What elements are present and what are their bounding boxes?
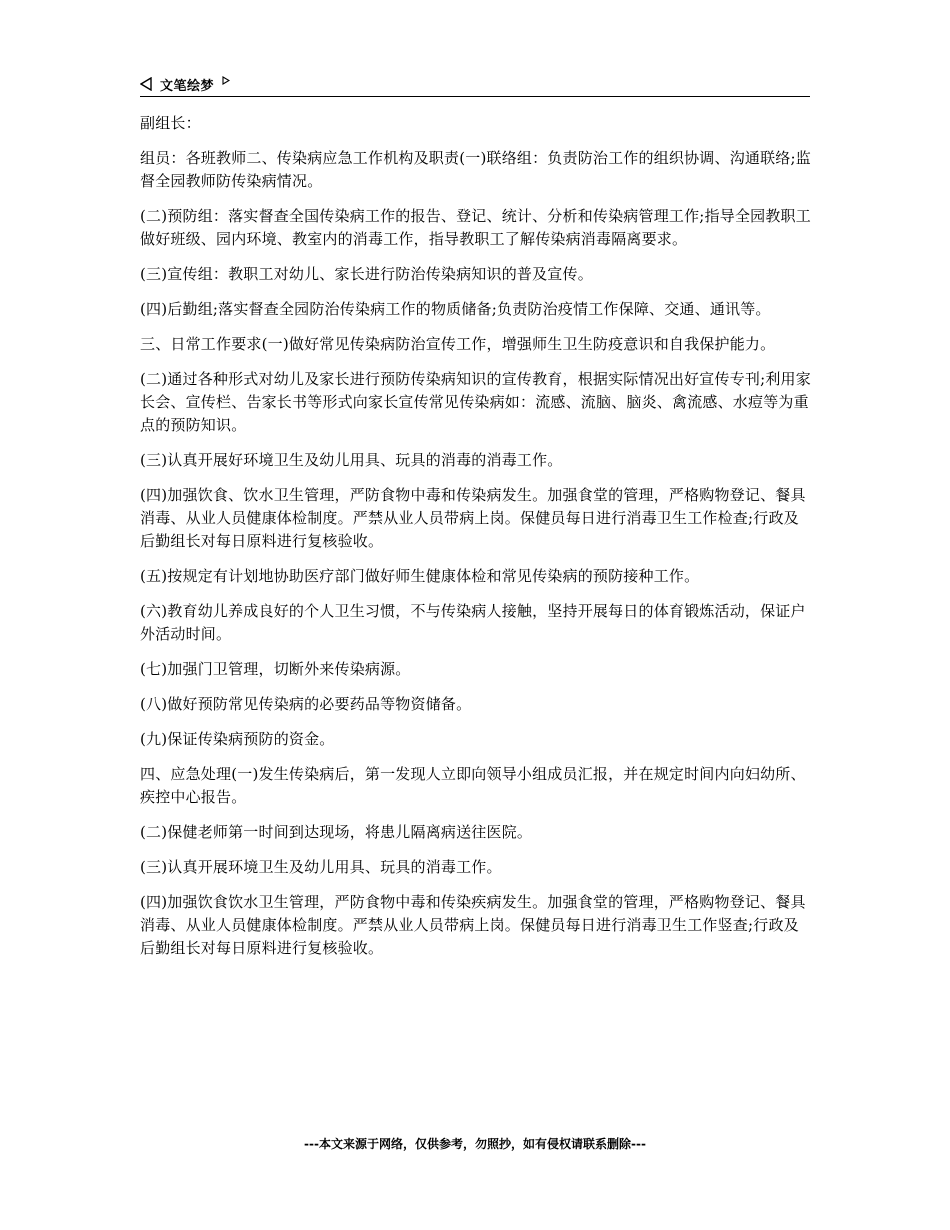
document-body bbox=[140, 112, 812, 972]
paragraph: (九)保证传染病预防的资金。 bbox=[140, 730, 335, 748]
paragraph: (八)做好预防常见传染病的必要药品等物资储备。 bbox=[140, 695, 472, 713]
paragraph: (三)宣传组：教职工对幼儿、家长进行防治传染病知识的普及宣传。 bbox=[140, 265, 593, 283]
footer-disclaimer: ---本文来源于网络，仅供参考，勿照抄，如有侵权请联系删除--- bbox=[304, 1137, 646, 1151]
paragraph: 四、应急处理(一)发生传染病后，第一发现人立即向领导小组成员汇报，并在规定时间内向妇幼所、疾控中心报告。 bbox=[140, 765, 806, 806]
paragraph: (四)加强饮食饮水卫生管理，严防食物中毒和传染疾病发生。加强食堂的管理，严格购物登记、餐具消毒、从业人员健康体检制度。严禁从业人员带病上岗。保健员每日进行消毒卫生工作竖查;行政及后勤组长对每日原料进行复核验收。 bbox=[140, 893, 806, 957]
brand-name: 文笔绘梦 bbox=[160, 78, 215, 94]
paragraph: (三)认真开展环境卫生及幼儿用具、玩具的消毒工作。 bbox=[140, 858, 502, 876]
paragraph: 三、日常工作要求(一)做好常见传染病防治宣传工作，增强师生卫生防疫意识和自我保护能力。 bbox=[140, 335, 776, 353]
paragraph: (二)通过各种形式对幼儿及家长进行预防传染病知识的宣传教育，根据实际情况出好宣传专刊;利用家长会、宣传栏、告家长书等形式向家长宣传常见传染病如：流感、流脑、脑炎、禽流感、水痘等为重点的预防知识。 bbox=[140, 370, 811, 434]
paragraph: (七)加强门卫管理，切断外来传染病源。 bbox=[140, 660, 411, 678]
paragraph: (二)预防组：落实督查全国传染病工作的报告、登记、统计、分析和传染病管理工作;指导全园教职工做好班级、园内环境、教室内的消毒工作，指导教职工了解传染病消毒隔离要求。 bbox=[140, 207, 811, 248]
paragraph: (四)加强饮食、饮水卫生管理，严防食物中毒和传染病发生。加强食堂的管理，严格购物登记、餐具消毒、从业人员健康体检制度。严禁从业人员带病上岗。保健员每日进行消毒卫生工作检查;行政及后勤组长对每日原料进行复核验收。 bbox=[140, 486, 806, 550]
page-header bbox=[140, 72, 810, 97]
paragraph: (四)后勤组;落实督查全园防治传染病工作的物质储备;负责防治疫情工作保障、交通、通讯等。 bbox=[140, 300, 771, 318]
paragraph: (二)保健老师第一时间到达现场，将患儿隔离病送往医院。 bbox=[140, 823, 533, 841]
paragraph: 组员：各班教师二、传染病应急工作机构及职责(一)联络组：负责防治工作的组织协调、沟通联络;监督全园教师防传染病情况。 bbox=[140, 149, 811, 190]
triangle-right-icon bbox=[222, 76, 230, 85]
triangle-left-icon bbox=[140, 77, 152, 91]
paragraph: (六)教育幼儿养成良好的个人卫生习惯，不与传染病人接触，坚持开展每日的体育锻炼活动，保证户外活动时间。 bbox=[140, 602, 806, 643]
paragraph: 副组长： bbox=[140, 114, 201, 132]
paragraph: (三)认真开展好环境卫生及幼儿用具、玩具的消毒的消毒工作。 bbox=[140, 451, 563, 469]
paragraph: (五)按规定有计划地协助医疗部门做好师生健康体检和常见传染病的预防接种工作。 bbox=[140, 567, 700, 585]
